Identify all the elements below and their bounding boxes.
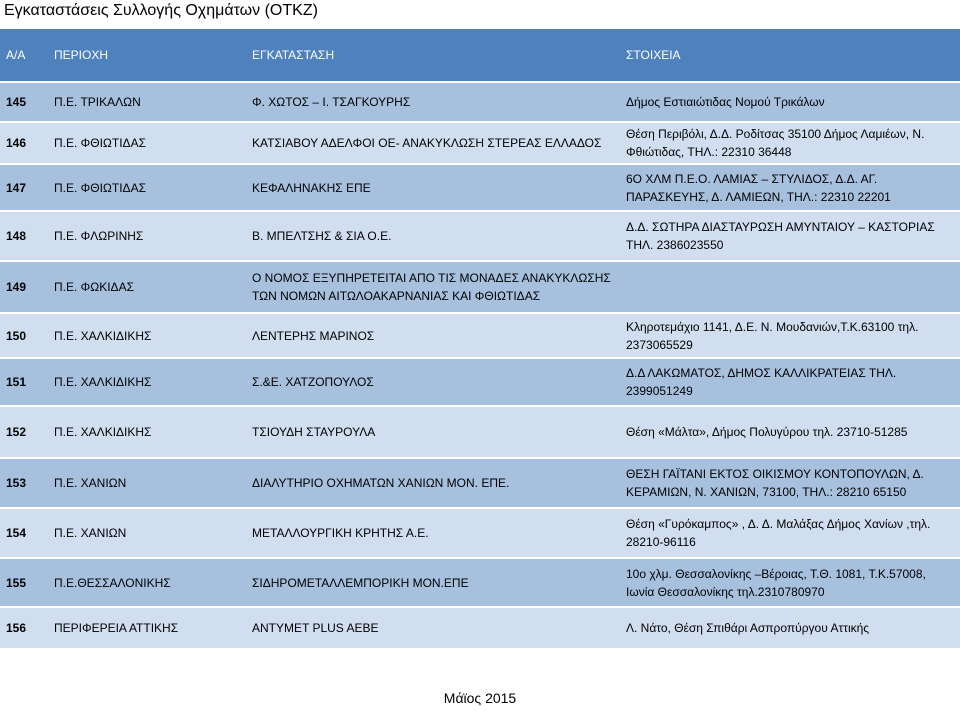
- row-num: 155: [6, 575, 27, 590]
- row-info: Θέση «Μάλτα», Δήμος Πολυγύρου τηλ. 23710-51285: [626, 425, 908, 439]
- row-facility: ΣΙΔΗΡΟΜΕΤΑΛΛΕΜΠΟΡΙΚΗ ΜΟΝ.ΕΠΕ: [252, 575, 469, 590]
- row-num: 147: [6, 180, 27, 195]
- row-region: Π.Ε. ΧΑΝΙΩΝ: [54, 476, 127, 490]
- row-region: Π.Ε. ΤΡΙΚΑΛΩΝ: [54, 95, 141, 109]
- row-info: Λ. Νάτο, Θέση Σπιθάρι Ασπροπύργου Αττικής: [626, 621, 870, 635]
- row-region: Π.Ε. ΧΑΛΚΙΔΙΚΗΣ: [54, 425, 152, 439]
- table-row: [0, 608, 960, 650]
- row-region: Π.Ε. ΦΘΙΩΤΙΔΑΣ: [54, 180, 146, 195]
- row-info: Θέση Περιβόλι, Δ.Δ. Ροδίτσας 35100 Δήμος Λαμιέων, Ν. Φθιώτιδας, ΤΗΛ.: 22310 36448: [626, 127, 925, 159]
- table-row: [0, 407, 960, 459]
- table-header-row: [0, 29, 960, 83]
- row-num: 146: [6, 136, 27, 150]
- row-facility: Ο ΝΟΜΟΣ ΕΞΥΠΗΡΕΤΕΙΤΑΙ ΑΠΟ ΤΙΣ ΜΟΝΑΔΕΣ ΑΝΑΚΥΚΛΩΣΗΣ ΤΩΝ ΝΟΜΩΝ ΑΙΤΩΛΟΑΚΑΡΝΑΝΙΑΣ ΚΑΙ ΦΘΙΩΤΙΔΑΣ: [252, 271, 611, 303]
- row-region: Π.Ε.ΘΕΣΣΑΛΟΝΙΚΗΣ: [54, 575, 171, 590]
- row-num: 148: [6, 229, 27, 243]
- row-num: 149: [6, 280, 27, 294]
- row-num: 151: [6, 375, 27, 389]
- row-facility: Φ. ΧΩΤΟΣ – Ι. ΤΣΑΓΚΟΥΡΗΣ: [252, 95, 411, 109]
- row-info: Κληροτεμάχιο 1141, Δ.Ε. Ν. Μουδανιών,Τ.Κ.63100 τηλ. 2373065529: [626, 319, 919, 352]
- row-region: ΠΕΡΙΦΕΡΕΙΑ ΑΤΤΙΚΗΣ: [54, 621, 179, 635]
- row-facility: ΚΕΦΑΛΗΝΑΚΗΣ ΕΠΕ: [252, 180, 371, 195]
- row-info: [626, 262, 956, 312]
- row-info: Θέση «Γυρόκαμπος» , Δ. Δ. Μαλάξας Δήμος Χανίων ,τηλ. 28210-96116: [626, 517, 931, 549]
- row-facility: ΜΕΤΑΛΛΟΥΡΓΙΚΗ ΚΡΗΤΗΣ Α.Ε.: [252, 526, 429, 540]
- table-row: [0, 83, 960, 123]
- table-row: [0, 359, 960, 407]
- footer-date: Μάϊος 2015: [443, 690, 517, 706]
- row-region: Π.Ε. ΧΑΛΚΙΔΙΚΗΣ: [54, 328, 152, 343]
- row-info: ΘΕΣΗ ΓΑΪΤΑΝΙ ΕΚΤΟΣ ΟΙΚΙΣΜΟΥ ΚΟΝΤΟΠΟΥΛΩΝ, Δ. ΚΕΡΑΜΙΩΝ, Ν. ΧΑΝΙΩΝ, 73100, ΤΗΛ.: 28210 65150: [626, 467, 924, 499]
- row-region: Π.Ε. ΦΛΩΡΙΝΗΣ: [54, 229, 144, 243]
- header-region: ΠΕΡΙΟΧΗ: [54, 48, 109, 62]
- row-num: 152: [6, 425, 27, 439]
- document-title: Εγκαταστάσεις Συλλογής Οχημάτων (ΟΤΚΖ): [4, 2, 318, 19]
- row-info: 10ο χλμ. Θεσσαλονίκης –Βέροιας, Τ.Θ. 1081, Τ.Κ.57008, Ιωνία Θεσσαλονίκης τηλ.2310780970: [626, 566, 926, 599]
- row-region: Π.Ε. ΧΑΝΙΩΝ: [54, 526, 127, 540]
- row-num: 153: [6, 476, 27, 490]
- row-info: Δ.Δ ΛΑΚΩΜΑΤΟΣ, ΔΗΜΟΣ ΚΑΛΛΙΚΡΑΤΕΙΑΣ ΤΗΛ. 2399051249: [626, 366, 897, 398]
- row-facility: ANTYMET PLUS AEBE: [252, 621, 379, 635]
- row-info: 6Ο ΧΛΜ Π.Ε.Ο. ΛΑΜΙΑΣ – ΣΤΥΛΙΔΟΣ, Δ.Δ. ΑΓ. ΠΑΡΑΣΚΕΥΗΣ, Δ. ΛΑΜΙΕΩΝ, ΤΗΛ.: 22310 22201: [626, 171, 891, 204]
- header-facility: ΕΓΚΑΤΑΣΤΑΣΗ: [252, 48, 335, 62]
- row-region: Π.Ε. ΧΑΛΚΙΔΙΚΗΣ: [54, 375, 152, 389]
- row-info: Δ.Δ. ΣΩΤΗΡΑ ΔΙΑΣΤΑΥΡΩΣΗ ΑΜΥΝΤΑΙΟΥ – ΚΑΣΤΟΡΙΑΣ ΤΗΛ. 2386023550: [626, 220, 935, 252]
- facilities-table: [0, 29, 960, 650]
- row-num: 150: [6, 328, 27, 343]
- row-facility: ΚΑΤΣΙΑΒΟΥ ΑΔΕΛΦΟΙ ΟΕ- ΑΝΑΚΥΚΛΩΣΗ ΣΤΕΡΕΑΣ ΕΛΛΑΔΟΣ: [252, 136, 602, 150]
- row-num: 154: [6, 526, 27, 540]
- header-num: Α/Α: [6, 48, 26, 62]
- table-row: [0, 262, 960, 314]
- table-row: [0, 459, 960, 509]
- table-row: [0, 212, 960, 262]
- table-row: [0, 123, 960, 165]
- row-region: Π.Ε. ΦΩΚΙΔΑΣ: [54, 280, 134, 294]
- row-num: 145: [6, 95, 27, 109]
- table-row: [0, 165, 960, 212]
- row-facility: Β. ΜΠΕΛΤΣΗΣ & ΣΙΑ Ο.Ε.: [252, 229, 392, 243]
- row-info: Δήμος Εστιαιώτιδας Νομού Τρικάλων: [626, 95, 825, 109]
- row-facility: ΔΙΑΛΥΤΗΡΙΟ ΟΧΗΜΑΤΩΝ ΧΑΝΙΩΝ ΜΟΝ. ΕΠΕ.: [252, 476, 510, 490]
- row-facility: Σ.&Ε. ΧΑΤΖΟΠΟΥΛΟΣ: [252, 375, 374, 389]
- row-facility: ΛΕΝΤΕΡΗΣ ΜΑΡΙΝΟΣ: [252, 328, 375, 343]
- table-row: [0, 314, 960, 359]
- row-region: Π.Ε. ΦΘΙΩΤΙΔΑΣ: [54, 136, 146, 150]
- table-row: [0, 559, 960, 608]
- table-row: [0, 509, 960, 559]
- row-num: 156: [6, 621, 27, 635]
- row-facility: ΤΣΙΟΥΔΗ ΣΤΑΥΡΟΥΛΑ: [252, 425, 376, 439]
- header-info: ΣΤΟΙΧΕΙΑ: [626, 48, 681, 62]
